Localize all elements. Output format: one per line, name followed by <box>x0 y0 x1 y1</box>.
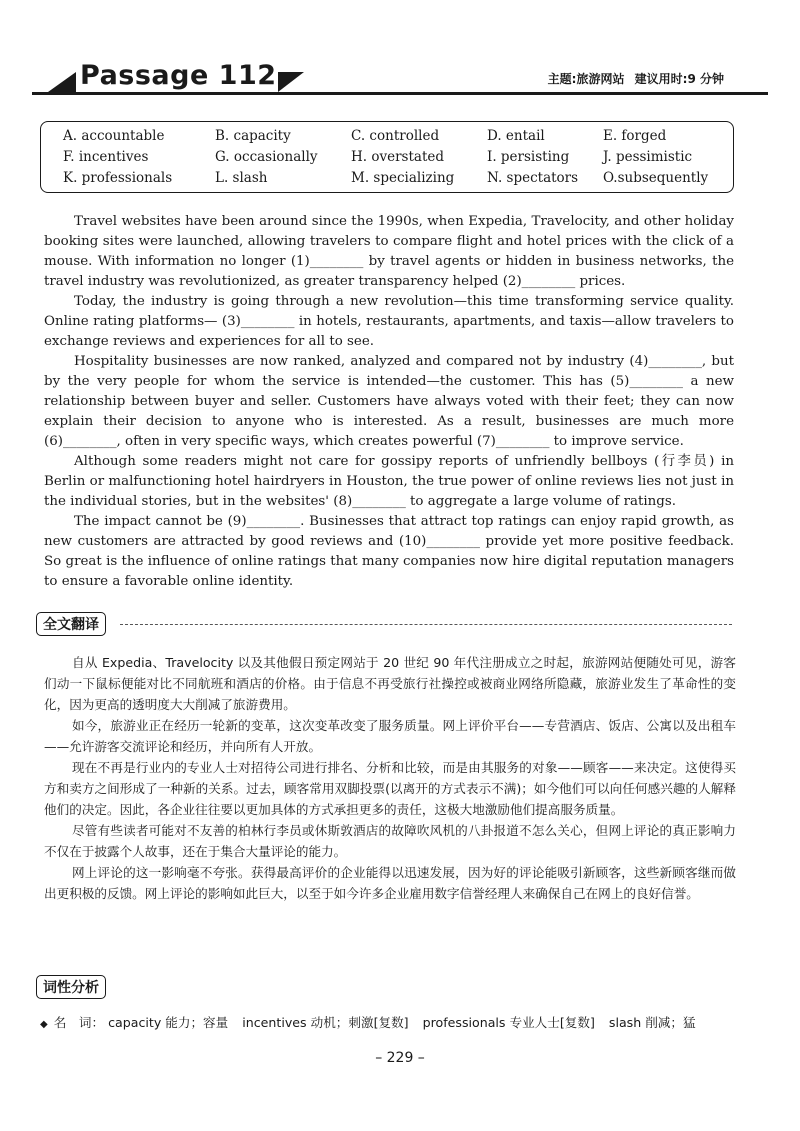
word-option: M. specializing <box>351 170 455 186</box>
translation-paragraph: 现在不再是行业内的专业人士对招待公司进行排名、分析和比较，而是由其服务的对象——顾客——来决定。这使得买方和卖方之间形成了一种新的关系。过去，顾客常用双脚投票(以离开的方式表示不满)；如今他们可以向任何感兴趣的人解释他们的决定。因此，各企业往往要以更加具体的方式承担更多的责任，这极大地激励他们提高服务质量。 <box>44 760 736 817</box>
word-option: D. entail <box>487 128 545 144</box>
word-option: L. slash <box>215 170 268 186</box>
pos-term: slash 削减；猛 <box>608 1015 696 1030</box>
pos-term: incentives 动机；刺激[复数] <box>242 1015 409 1030</box>
passage-body <box>44 212 734 592</box>
word-option: J. pessimistic <box>603 149 693 165</box>
translation-paragraph: 如今，旅游业正在经历一轮新的变革，这次变革改变了服务质量。网上评价平台——专营酒店、饭店、公寓以及出租车——允许游客交流评论和经历，并向所有人开放。 <box>44 718 736 754</box>
right-triangle-decoration <box>278 72 304 92</box>
section-divider <box>120 624 732 625</box>
passage-paragraph: Today, the industry is going through a new revolution—this time transforming service quality. Online rating platforms— (3)________ in hotels, restaurants, apartments, and taxis—allow travelers to exchange reviews and experiences for all to see. <box>44 294 734 349</box>
word-option: K. professionals <box>63 170 173 186</box>
pos-term: professionals 专业人士[复数] <box>422 1015 595 1030</box>
word-option: E. forged <box>603 128 667 144</box>
page-number: – 229 – <box>375 1050 425 1066</box>
translation-body <box>44 652 736 904</box>
passage-paragraph: Although some readers might not care for gossipy reports of unfriendly bellboys (行李员) in Berlin or malfunctioning hotel hairdryers in Houston, the true power of online reviews lies not just in the individual stories, but in the websites' (8)________ to aggregate a large volume of ratings. <box>44 454 734 509</box>
passage-title: Passage 112 <box>80 60 277 91</box>
passage-paragraph: The impact cannot be (9)________. Businesses that attract top ratings can enjoy rapid growth, as new customers are attracted by good reviews and (10)________ provide yet more positive feedback. So great is the influence of online ratings that many companies now hire digital reputation managers to ensure a favorable online identity. <box>44 514 734 589</box>
pos-category: 名 词： <box>53 1015 105 1030</box>
word-option: H. overstated <box>351 149 445 165</box>
passage-paragraph: Travel websites have been around since the 1990s, when Expedia, Travelocity, and other holiday booking sites were launched, allowing travelers to compare flight and hotel prices with the click of a mouse. With information no longer (1)________ by travel agents or hidden in business networks, the travel industry was revolutionized, as greater transparency helped (2)________ prices. <box>44 214 734 289</box>
passage-paragraph: Hospitality businesses are now ranked, analyzed and compared not by industry (4)________, but by the very people for whom the service is intended—the customer. This has (5)________ a new relationship between buyer and seller. Customers have always voted with their feet; they can now explain their decision to anyone who is interested. As a result, businesses are much more (6)________, often in very specific ways, which creates powerful (7)________ to improve service. <box>44 354 734 449</box>
left-triangle-decoration <box>48 72 76 92</box>
diamond-bullet-icon: ◆ <box>40 1019 48 1030</box>
time-label: 建议用时:9 分钟 <box>634 72 724 86</box>
word-bank <box>40 121 734 193</box>
word-option: C. controlled <box>351 128 440 144</box>
header-meta <box>542 70 724 87</box>
pos-analysis-line <box>40 1012 760 1031</box>
word-option: N. spectators <box>487 170 579 186</box>
word-option: G. occasionally <box>215 149 318 165</box>
translation-paragraph: 自从 Expedia、Travelocity 以及其他假日预定网站于 20 世纪 90 年代注册成立之时起，旅游网站便随处可见，游客们动一下鼠标便能对比不同航班和酒店的价格。由于信息不再受旅行社操控或被商业网络所隐藏，旅游业发生了革命性的变化，因为更高的透明度大大削减了旅游费用。 <box>44 655 736 712</box>
word-option: B. capacity <box>215 128 291 144</box>
word-option: O.subsequently <box>603 170 709 186</box>
pos-section-label: 词性分析 <box>36 975 106 999</box>
translation-paragraph: 尽管有些读者可能对不友善的柏林行李员或休斯敦酒店的故障吹风机的八卦报道不怎么关心，但网上评论的真正影响力不仅在于披露个人故事，还在于集合大量评论的能力。 <box>44 823 736 859</box>
word-option: I. persisting <box>487 149 570 165</box>
word-option: F. incentives <box>63 149 149 165</box>
translation-paragraph: 网上评论的这一影响毫不夸张。获得最高评价的企业能得以迅速发展，因为好的评论能吸引新顾客，这些新顾客继而做出更积极的反馈。网上评论的影响如此巨大，以至于如今许多企业雇用数字信誉经理人来确保自己在网上的良好信誉。 <box>44 865 736 901</box>
header-rule <box>32 92 768 95</box>
word-option: A. accountable <box>63 128 165 144</box>
passage-header <box>32 58 768 106</box>
translation-section-label: 全文翻译 <box>36 612 106 636</box>
theme-label: 主题:旅游网站 <box>547 72 625 86</box>
pos-term: capacity 能力；容量 <box>108 1015 229 1030</box>
